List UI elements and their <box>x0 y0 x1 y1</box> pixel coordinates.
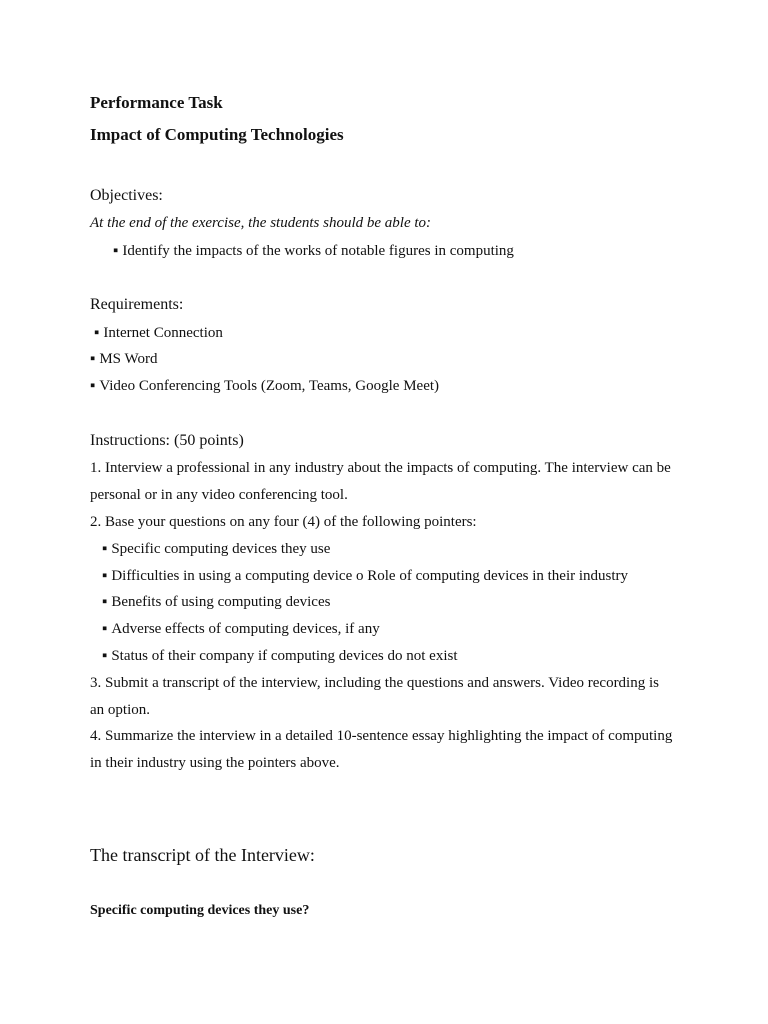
objective-item-text: Identify the impacts of the works of notable figures in computing <box>122 243 514 259</box>
requirement-item <box>94 324 223 342</box>
title-line-2: Impact of Computing Technologies <box>90 125 344 144</box>
objective-item <box>113 242 514 260</box>
pointer-item-text: Difficulties in using a computing device o Role of computing devices in their industry <box>111 568 629 584</box>
instruction-step-3: 3. Submit a transcript of the interview, including the questions and answers. Video recording is <box>90 675 659 691</box>
transcript-heading: The transcript of the Interview: <box>90 845 315 865</box>
bullet-icon: ▪ <box>90 378 96 394</box>
instruction-step-4-cont: in their industry using the pointers above. <box>90 755 340 771</box>
pointer-item-text: Status of their company if computing devices do not exist <box>111 648 458 664</box>
transcript-question-1: Specific computing devices they use? <box>90 903 310 918</box>
instruction-step-1-cont: personal or in any video conferencing tool. <box>90 487 348 503</box>
instructions-heading: Instructions: (50 points) <box>90 432 244 449</box>
instruction-step-1: 1. Interview a professional in any industry about the impacts of computing. The interview can be <box>90 460 671 476</box>
bullet-icon: ▪ <box>113 243 119 259</box>
requirement-item <box>90 350 157 368</box>
title-line-1: Performance Task <box>90 93 223 112</box>
bullet-icon: ▪ <box>102 568 108 584</box>
pointer-item <box>102 567 628 585</box>
requirement-item-text: Video Conferencing Tools (Zoom, Teams, Google Meet) <box>99 378 440 394</box>
pointer-item-text: Adverse effects of computing devices, if any <box>111 621 380 637</box>
instruction-step-3-cont: an option. <box>90 702 150 718</box>
pointer-item <box>102 647 458 665</box>
requirement-item-text: Internet Connection <box>103 325 223 341</box>
pointer-item-text: Benefits of using computing devices <box>111 594 331 610</box>
bullet-icon: ▪ <box>102 648 108 664</box>
objectives-heading: Objectives: <box>90 187 163 204</box>
pointer-item <box>102 540 330 558</box>
pointer-item <box>102 593 330 611</box>
bullet-icon: ▪ <box>90 351 96 367</box>
instruction-step-2: 2. Base your questions on any four (4) of the following pointers: <box>90 514 477 530</box>
instruction-step-4: 4. Summarize the interview in a detailed 10-sentence essay highlighting the impact of computing <box>90 728 673 744</box>
pointer-item-text: Specific computing devices they use <box>111 541 331 557</box>
objectives-intro: At the end of the exercise, the students should be able to: <box>90 215 432 231</box>
bullet-icon: ▪ <box>102 621 108 637</box>
requirement-item <box>90 377 439 395</box>
pointer-item <box>102 620 380 638</box>
requirements-heading: Requirements: <box>90 296 184 313</box>
bullet-icon: ▪ <box>102 541 108 557</box>
bullet-icon: ▪ <box>102 594 108 610</box>
requirement-item-text: MS Word <box>99 351 158 367</box>
bullet-icon: ▪ <box>94 325 100 341</box>
